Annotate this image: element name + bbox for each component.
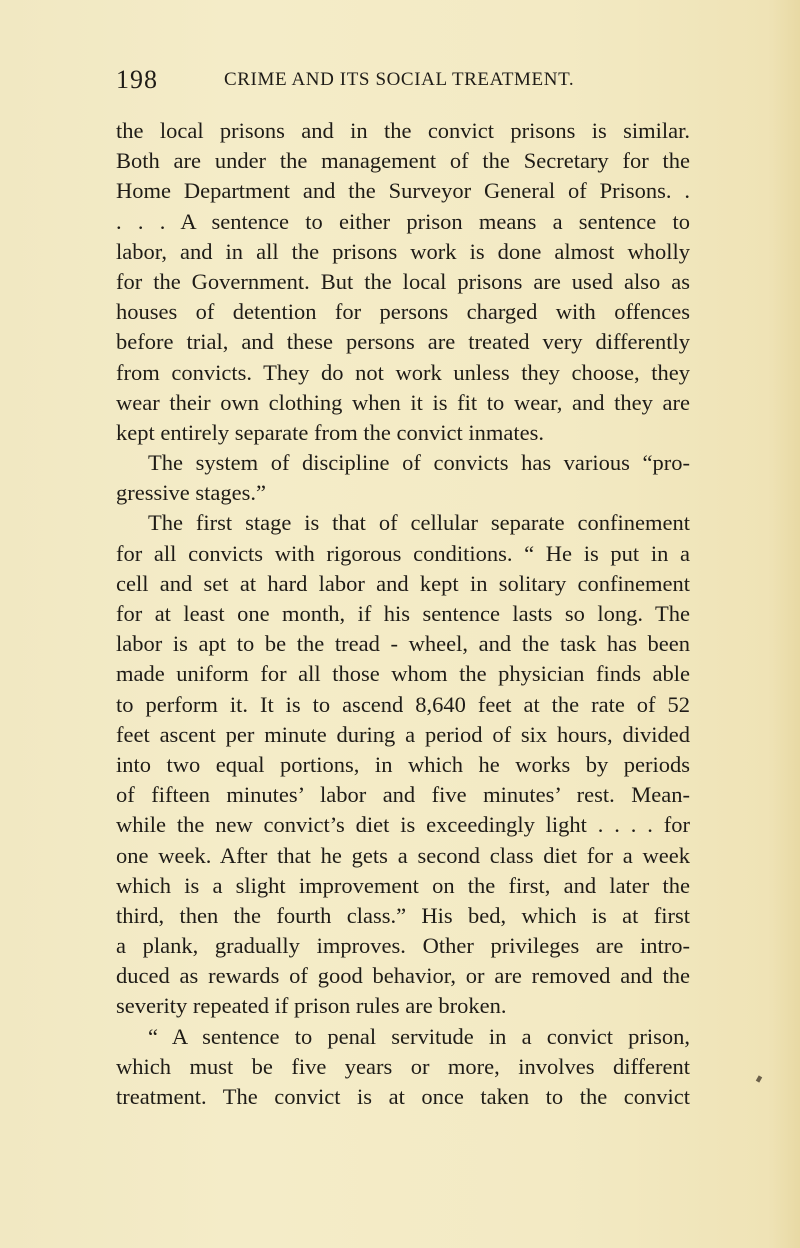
text-line: one week. After that he gets a second class diet for a week xyxy=(116,842,690,868)
text-line: feet ascent per minute during a period of six hours, divided xyxy=(116,721,690,747)
text-line: . . . A sentence to either prison means a sentence to xyxy=(116,208,690,234)
text-line: for all convicts with rigorous conditions. “ He is put in a xyxy=(116,540,690,566)
text-line: third, then the fourth class.” His bed, which is at first xyxy=(116,902,690,928)
text-line: which must be five years or more, involves different xyxy=(116,1053,690,1079)
text-line: The first stage is that of cellular separate confinement xyxy=(148,510,690,536)
text-line: Both are under the management of the Secretary for the xyxy=(116,148,690,174)
page-header xyxy=(116,64,716,96)
text-line: wear their own clothing when it is fit to wear, and they are xyxy=(116,389,690,415)
text-line: while the new convict’s diet is exceedingly light . . . . for xyxy=(116,812,690,838)
text-line: the local prisons and in the convict prisons is similar. xyxy=(116,118,690,143)
text-line: which is a slight improvement on the first, and later the xyxy=(116,872,690,898)
text-line: of fifteen minutes’ labor and five minutes’ rest. Mean- xyxy=(116,782,690,808)
body-text xyxy=(116,116,690,1112)
paper-speck xyxy=(756,1075,762,1082)
text-line: from convicts. They do not work unless they choose, they xyxy=(116,359,690,385)
text-line: labor is apt to be the tread - wheel, and the task has been xyxy=(116,631,690,657)
text-line: Home Department and the Surveyor General of Prisons. . xyxy=(116,178,690,204)
text-line: houses of detention for persons charged with offences xyxy=(116,299,690,325)
text-line: labor, and in all the prisons work is done almost wholly xyxy=(116,238,690,264)
text-line: for the Government. But the local prisons are used also as xyxy=(116,268,690,294)
text-line: a plank, gradually improves. Other privileges are intro- xyxy=(116,933,690,959)
text-line: treatment. The convict is at once taken to the convict xyxy=(116,1084,690,1109)
text-line: to perform it. It is to ascend 8,640 feet at the rate of 52 xyxy=(116,691,690,717)
text-line: duced as rewards of good behavior, or are removed and the xyxy=(116,963,690,989)
page-number: 198 xyxy=(116,65,158,94)
text-line: cell and set at hard labor and kept in solitary confinement xyxy=(116,570,690,596)
text-line: for at least one month, if his sentence lasts so long. The xyxy=(116,601,690,626)
text-line: made uniform for all those whom the physician finds able xyxy=(116,661,690,687)
running-head: CRIME AND ITS SOCIAL TREATMENT. xyxy=(224,69,575,90)
text-line: into two equal portions, in which he works by periods xyxy=(116,751,690,777)
text-line: gressive stages.” xyxy=(116,480,266,506)
text-line: severity repeated if prison rules are broken. xyxy=(116,993,507,1019)
text-line: The system of discipline of convicts has various “pro- xyxy=(148,450,690,476)
text-line: before trial, and these persons are treated very differently xyxy=(116,329,690,355)
text-line: kept entirely separate from the convict inmates. xyxy=(116,419,544,445)
text-line: “ A sentence to penal servitude in a convict prison, xyxy=(148,1023,690,1049)
